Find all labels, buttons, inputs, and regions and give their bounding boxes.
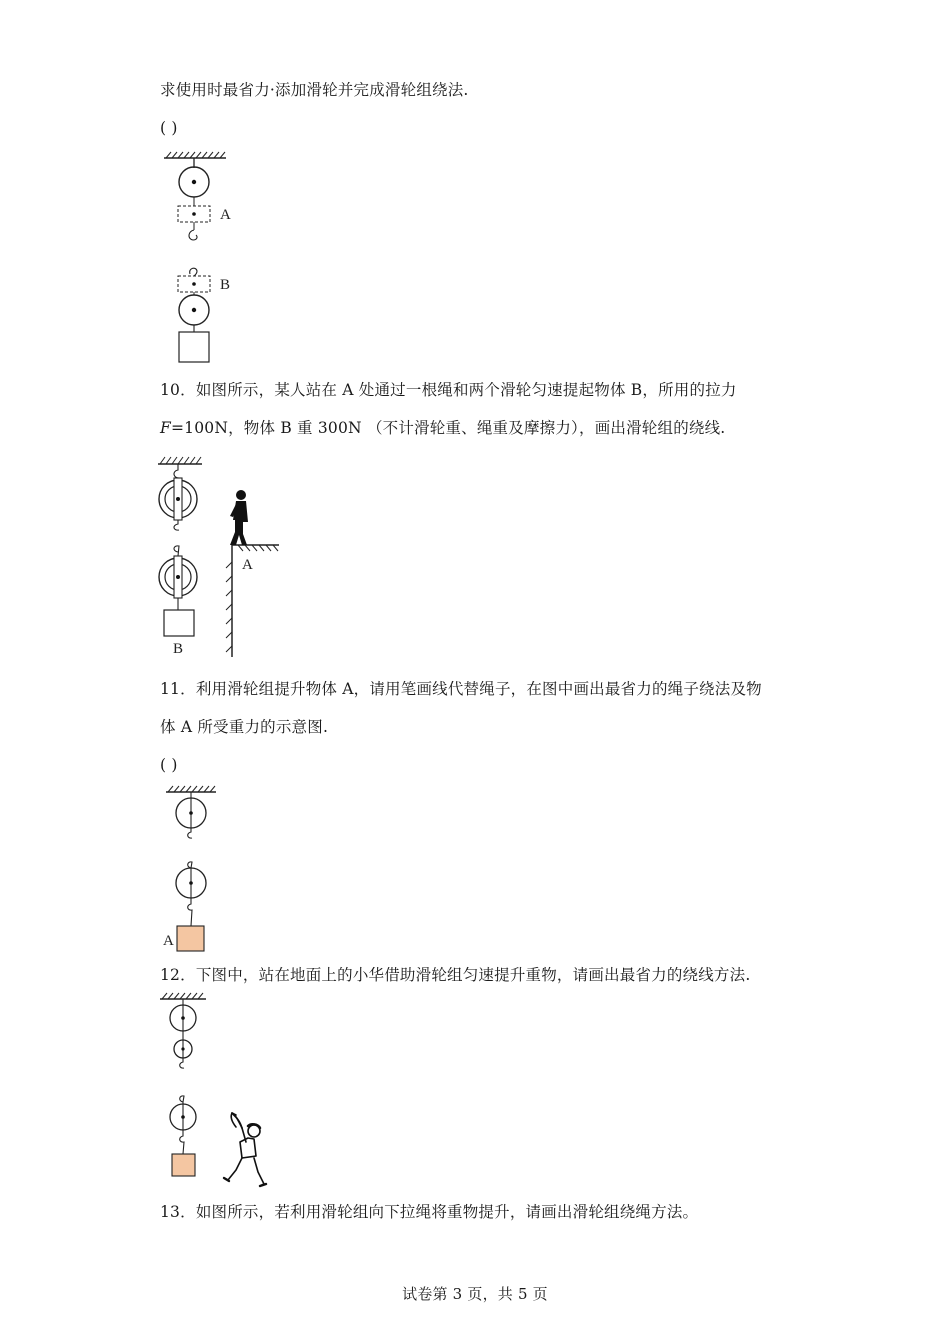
hook-icon — [188, 828, 192, 838]
q12-pulley-figure — [150, 992, 280, 1192]
force-symbol: F — [160, 419, 171, 437]
q9-answer-paren: ( ) — [160, 119, 178, 137]
q11-label-a: A — [163, 933, 174, 949]
q9-pulley-figure — [150, 148, 260, 368]
hook-icon — [174, 464, 179, 478]
q9-label-b: B — [220, 277, 231, 293]
page-footer: 试卷第 3 页，共 5 页 — [402, 1285, 548, 1303]
q10-label-b: B — [173, 641, 184, 657]
weight-block — [179, 332, 209, 362]
object-b-block — [164, 610, 194, 636]
hook-icon — [180, 1096, 184, 1102]
weight-block — [172, 1154, 195, 1176]
q12-text-line1: 12．下图中，站在地面上的小华借助滑轮组匀速提升重物，请画出最省力的绕线方法. — [160, 966, 751, 984]
person-silhouette-icon — [230, 490, 248, 545]
object-a-block — [177, 926, 204, 951]
q9-text-continued: 求使用时最省力·添加滑轮并完成滑轮组绕法. — [160, 81, 469, 99]
hook-icon — [188, 862, 192, 868]
q10-pulley-figure — [150, 452, 290, 662]
hook-icon — [189, 230, 197, 240]
hook-icon — [174, 546, 179, 556]
q10-text-line2 — [160, 418, 725, 438]
hook-icon — [190, 268, 197, 276]
person-pulling-icon — [224, 1113, 266, 1186]
ceiling-hatch — [160, 993, 206, 999]
q11-text-line2: 体 A 所受重力的示意图. — [160, 718, 329, 736]
q9-label-a: A — [220, 207, 231, 223]
q10-text-line1: 10．如图所示，某人站在 A 处通过一根绳和两个滑轮匀速提起物体 B，所用的拉力 — [160, 381, 737, 399]
q11-answer-paren: ( ) — [160, 756, 178, 774]
hook-icon — [180, 1058, 184, 1068]
q11-pulley-figure — [150, 784, 240, 954]
ceiling-hatch — [166, 786, 216, 792]
q10-label-a: A — [242, 557, 253, 573]
q10-text-line2-rest: =100N，物体 B 重 300N （不计滑轮重、绳重及摩擦力），画出滑轮组的绕线. — [170, 419, 726, 437]
ceiling-hatch — [158, 457, 202, 464]
q11-text-line1: 11．利用滑轮组提升物体 A，请用笔画线代替绳子，在图中画出最省力的绳子绕法及物 — [160, 680, 762, 698]
ceiling-hatch — [164, 152, 226, 158]
q13-text-line1: 13．如图所示，若利用滑轮组向下拉绳将重物提升，请画出滑轮组绕绳方法。 — [160, 1203, 699, 1221]
